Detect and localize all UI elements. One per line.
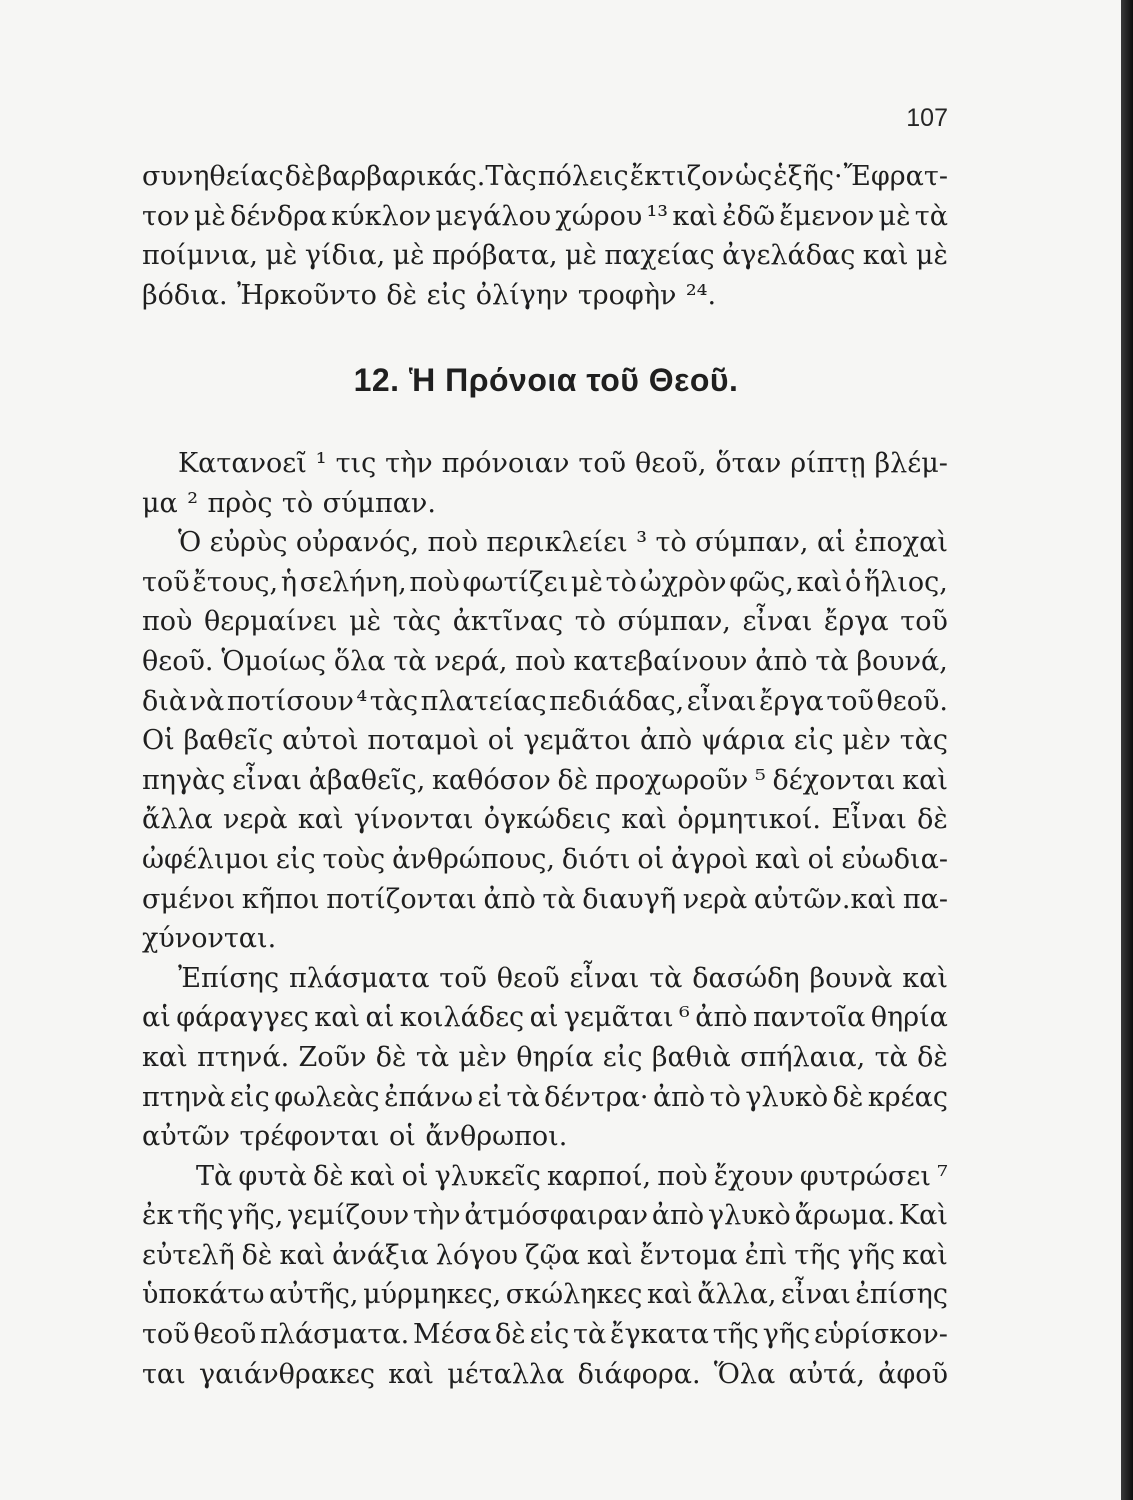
text-line: τοῦ ἔτους, ἡ σελήνη, ποὺ φωτίζει μὲ τὸ ὠχρὸν φῶς, καὶ ὁ ἥλιος, — [142, 566, 948, 598]
text-line: συνηθείας δὲ βαρβαρικάς.Τὰς πόλεις ἔκτιζον ὡς ἑξῆς· Ἔφρατ- — [142, 161, 948, 192]
text-line: Ὁ εὐρὺς οὐρανός, ποὺ περικλείει ³ τὸ σύμπαν, αἱ ἐποχαὶ — [178, 527, 948, 559]
text-line: πηγὰς εἶναι ἀβαθεῖς, καθόσον δὲ προχωροῦν ⁵ δέχονται καὶ — [142, 764, 948, 796]
text-line: αὐτῶν τρέφονται οἱ ἄνθρωποι. — [142, 1121, 568, 1153]
text-line: Ἐπίσης πλάσματα τοῦ θεοῦ εἶναι τὰ δασώδη βουνὰ καὶ — [178, 962, 948, 994]
page-edge-shadow — [1121, 0, 1133, 1500]
intro-paragraph — [142, 157, 948, 315]
text-line: πτηνὰ εἰς φωλεὰς ἐπάνω εἰ τὰ δέντρα· ἀπὸ τὸ γλυκὸ δὲ κρέας — [142, 1081, 948, 1113]
text-line: καὶ πτηνά. Ζοῦν δὲ τὰ μὲν θηρία εἰς βαθιὰ σπήλαια, τὰ δὲ — [142, 1041, 948, 1073]
text-line: διὰ νὰ ποτίσουν ⁴ τὰς πλατείας πεδιάδας, εἶναι ἔργα τοῦ θεοῦ. — [142, 685, 948, 717]
text-line: θεοῦ. Ὁμοίως ὅλα τὰ νερά, ποὺ κατεβαίνουν ἀπὸ τὰ βουνά, — [142, 645, 948, 677]
text-line: τον μὲ δένδρα κύκλον μεγάλου χώρου ¹³ καὶ ἐδῶ ἔμενον μὲ τὰ — [142, 200, 948, 232]
page-number: 107 — [906, 104, 948, 132]
text-line: ἐκ τῆς γῆς, γεμίζουν τὴν ἀτμόσφαιραν ἀπὸ γλυκὸ ἄρωμα. Καὶ — [142, 1200, 948, 1232]
text-line: Τὰ φυτὰ δὲ καὶ οἱ γλυκεῖς καρποί, ποὺ ἔχουν φυτρώσει ⁷ — [196, 1160, 948, 1192]
section-title: 12. Ἡ Πρόνοια τοῦ Θεοῦ. — [353, 362, 739, 398]
text-line: ποὺ θερμαίνει μὲ τὰς ἀκτῖνας τὸ σύμπαν, εἶναι ἔργα τοῦ — [142, 606, 948, 638]
text-line: ται γαιάνθρακες καὶ μέταλλα διάφορα. Ὅλα αὐτά, ἀφοῦ — [142, 1358, 948, 1390]
text-line: Κατανοεῖ ¹ τις τὴν πρόνοιαν τοῦ θεοῦ, ὅταν ρίπτῃ βλέμ- — [178, 448, 948, 479]
text-line: ἄλλα νερὰ καὶ γίνονται ὀγκώδεις καὶ ὁρμητικοί. Εἶναι δὲ — [142, 804, 948, 836]
body-text — [142, 444, 948, 1394]
text-line: εὐτελῆ δὲ καὶ ἀνάξια λόγου ζῷα καὶ ἔντομα ἐπὶ τῆς γῆς καὶ — [142, 1239, 948, 1271]
text-line: χύνονται. — [142, 923, 277, 955]
text-line: ποίμνια, μὲ γίδια, μὲ πρόβατα, μὲ παχείας ἀγελάδας καὶ μὲ — [142, 240, 948, 272]
text-line: αἱ φάραγγες καὶ αἱ κοιλάδες αἱ γεμᾶται ⁶ ἀπὸ παντοῖα θηρία — [142, 1002, 948, 1034]
text-line: τοῦ θεοῦ πλάσματα. Μέσα δὲ εἰς τὰ ἔγκατα τῆς γῆς εὑρίσκον- — [142, 1319, 948, 1351]
text-line: Οἱ βαθεῖς αὐτοὶ ποταμοὶ οἱ γεμᾶτοι ἀπὸ ψάρια εἰς μὲν τὰς — [142, 725, 948, 757]
text-line: βόδια. Ἠρκοῦντο δὲ εἰς ὀλίγην τροφὴν ²⁴. — [142, 279, 717, 311]
text-line: σμένοι κῆποι ποτίζονται ἀπὸ τὰ διαυγῆ νερὰ αὐτῶν.καὶ πα- — [142, 883, 948, 915]
text-line: μα ² πρὸς τὸ σύμπαν. — [142, 487, 436, 519]
text-line: ὑποκάτω αὐτῆς, μύρμηκες, σκώληκες καὶ ἄλλα, εἶναι ἐπίσης — [142, 1279, 948, 1311]
text-line: ὠφέλιμοι εἰς τοὺς ἀνθρώπους, διότι οἱ ἀγροὶ καὶ οἱ εὐωδια- — [142, 843, 948, 875]
